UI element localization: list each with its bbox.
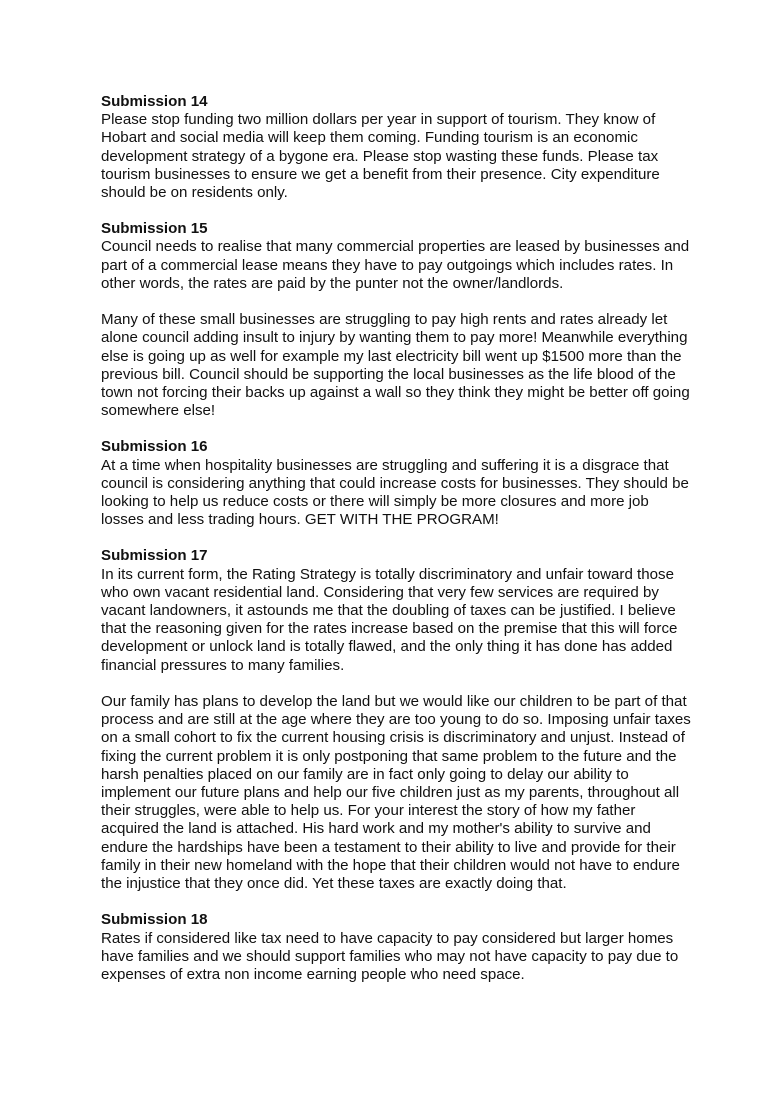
submission-heading: Submission 16: [101, 438, 208, 456]
submission-heading: Submission 17: [101, 547, 208, 565]
submission-paragraph: At a time when hospitality businesses are struggling and suffering it is a disgrace that council is considering anything that could increase costs for businesses. They should be looking to help us reduce costs or there will simply be more closures and more job losses and less trading hours. GET WITH THE PROGRAM!: [101, 456, 689, 529]
submission-paragraph: Many of these small businesses are struggling to pay high rents and rates already let alone council adding insult to injury by wanting them to pay more! Meanwhile everything else is going up as well for example my last electricity bill went up $1500 more than the previous bill. Council should be supporting the local businesses as the life blood of the town not forcing their backs up against a wall so they think they might be better off going somewhere else!: [101, 311, 690, 420]
submission-16: [101, 438, 691, 529]
submission-heading: Submission 14: [101, 93, 208, 110]
submission-paragraph: Rates if considered like tax need to have capacity to pay considered but larger homes have families and we should support families who may not have capacity to pay due to expenses of extra non income earning people who need space.: [101, 929, 679, 983]
submission-paragraph: Our family has plans to develop the land but we would like our children to be part of that process and are still at the age where they are too young to do so. Imposing unfair taxes on a small cohort to fix the current housing crisis is discriminatory and unjust. Instead of fixing the current problem it is only postponing that same problem to the future and the harsh penalties placed on our family are in fact only going to delay our ability to implement our future plans and help our five children just as my parents, throughout all their struggles, were able to help us. For your interest the story of how my father acquired the land is attached. His hard work and my mother's ability to survive and endure the hardships have been a testament to their ability to live and provide for their family in their new homeland with the hope that their children would not have to endure the injustice that they once did. Yet these taxes are exactly doing that.: [101, 693, 691, 893]
submission-17: [101, 547, 691, 893]
submission-paragraph: In its current form, the Rating Strategy is totally discriminatory and unfair toward those who own vacant residential land. Considering that very few services are required by vacant landowners, it astounds me that the doubling of taxes can be justified. I believe that the reasoning given for the rates increase based on the premise that this will force development or unlock land is totally flawed, and the only thing it has done has added financial pressures to many families.: [101, 565, 678, 674]
submission-18: [101, 911, 691, 984]
submission-15: [101, 220, 691, 420]
submission-paragraph: Council needs to realise that many commercial properties are leased by businesses and part of a commercial lease means they have to pay outgoings which includes rates. In other words, the rates are paid by the punter not the owner/landlords.: [101, 238, 690, 292]
submission-14: [101, 93, 691, 202]
submission-paragraph: Please stop funding two million dollars per year in support of tourism. They know of Hobart and social media will keep them coming. Funding tourism is an economic development strategy of a bygone era. Please stop wasting these funds. Please tax tourism businesses to ensure we get a benefit from their presence. City expenditure should be on residents only.: [101, 111, 660, 202]
submission-heading: Submission 18: [101, 911, 208, 929]
document-page: [101, 93, 691, 1002]
submission-heading: Submission 15: [101, 220, 208, 238]
